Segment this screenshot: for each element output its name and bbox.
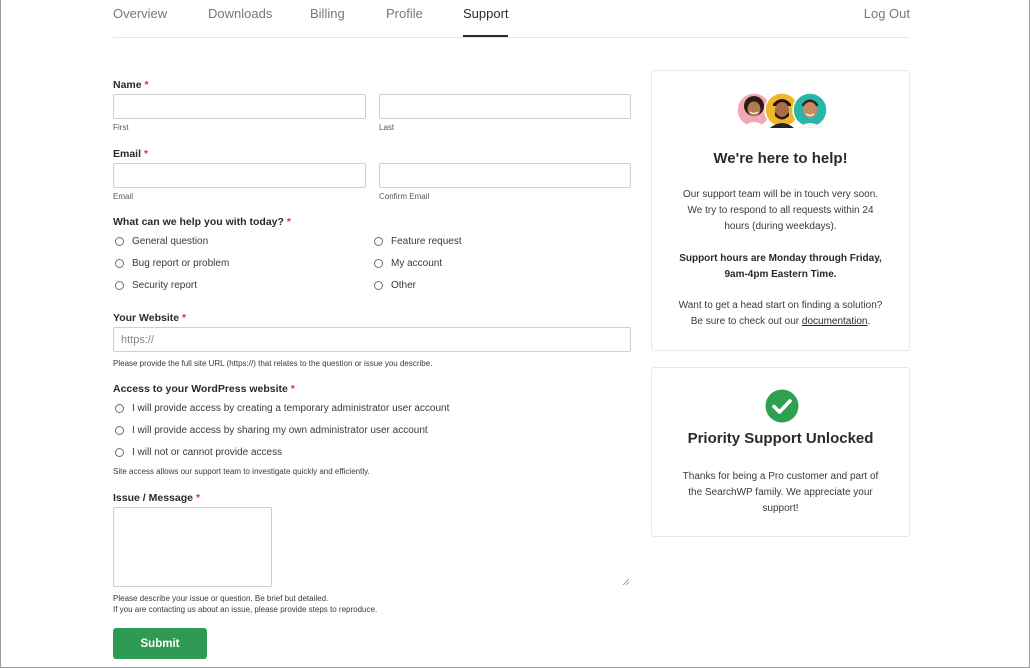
resize-grip-icon[interactable] <box>622 578 630 586</box>
option-label: General question <box>132 236 209 247</box>
text-line: hours (during weekdays). <box>724 221 837 232</box>
website-input[interactable] <box>113 327 631 352</box>
access-label <box>113 383 295 395</box>
check-circle-icon <box>765 389 799 423</box>
text-line <box>652 251 909 267</box>
tab-downloads[interactable]: Downloads <box>208 6 273 21</box>
radio-button[interactable] <box>374 259 383 268</box>
required-mark: * <box>144 79 149 91</box>
tab-profile[interactable]: Profile <box>386 6 423 21</box>
radio-button[interactable] <box>115 426 124 435</box>
option-label: Other <box>391 280 417 291</box>
hours-line-1: Support hours are Monday through Friday, <box>679 253 882 264</box>
website-label <box>113 312 186 324</box>
confirm-email-sublabel: Confirm Email <box>379 192 430 201</box>
radio-button[interactable] <box>115 237 124 246</box>
topic-option-account[interactable] <box>374 258 442 269</box>
message-label-text: Issue / Message <box>113 492 193 504</box>
website-label-text: Your Website <box>113 312 180 324</box>
help-topic-label <box>113 216 291 228</box>
required-mark: * <box>195 492 200 504</box>
tab-billing[interactable]: Billing <box>310 6 345 21</box>
first-sublabel: First <box>113 123 129 132</box>
access-option-temp-admin[interactable] <box>115 403 449 414</box>
help-card-hours <box>652 251 909 283</box>
message-textarea[interactable] <box>113 507 272 587</box>
help-topic-label-text: What can we help you with today? <box>113 216 284 228</box>
message-help-1: Please describe your issue or question. Be brief but detailed. <box>113 594 329 603</box>
help-card <box>651 70 910 351</box>
radio-button[interactable] <box>374 237 383 246</box>
radio-button[interactable] <box>374 281 383 290</box>
radio-button[interactable] <box>115 259 124 268</box>
text-line: We try to respond to all requests within 24 <box>687 205 874 216</box>
required-mark: * <box>143 148 149 160</box>
radio-button[interactable] <box>115 448 124 457</box>
topic-option-feature[interactable] <box>374 236 462 247</box>
option-label: Security report <box>132 280 198 291</box>
last-name-input[interactable] <box>379 94 631 119</box>
message-label <box>113 492 200 504</box>
docs-prefix: Be sure to check out our <box>690 316 800 327</box>
required-mark: * <box>286 216 291 228</box>
required-mark: * <box>182 312 187 324</box>
text-line <box>652 267 909 283</box>
access-option-none[interactable] <box>115 447 282 458</box>
topic-option-general[interactable] <box>115 236 208 247</box>
access-label-text: Access to your WordPress website <box>113 383 288 395</box>
priority-card <box>651 367 910 537</box>
documentation-link[interactable]: documentation <box>801 316 868 327</box>
text-line: Our support team will be in touch very soon. <box>682 189 879 200</box>
text-line: the SearchWP family. We appreciate your <box>688 487 873 498</box>
option-label: I will provide access by sharing my own administrator user account <box>132 425 428 436</box>
topic-option-other[interactable] <box>374 280 416 291</box>
name-label-text: Name <box>113 79 142 91</box>
confirm-email-input[interactable] <box>379 163 631 188</box>
support-team-avatars <box>736 92 828 128</box>
priority-card-text <box>652 469 909 517</box>
active-tab-indicator <box>463 35 508 37</box>
help-card-docs <box>652 298 909 330</box>
name-label <box>113 79 149 91</box>
option-label: My account <box>391 258 443 269</box>
logout-link[interactable]: Log Out <box>863 6 910 21</box>
required-mark: * <box>290 383 295 395</box>
priority-card-title: Priority Support Unlocked <box>687 430 874 447</box>
option-label: Feature request <box>391 236 462 247</box>
message-help-2: If you are contacting us about an issue, please provide steps to reproduce. <box>113 605 378 614</box>
email-sublabel: Email <box>113 192 134 201</box>
text-line <box>652 314 909 330</box>
topic-option-security[interactable] <box>115 280 197 291</box>
email-input[interactable] <box>113 163 366 188</box>
first-name-input[interactable] <box>113 94 366 119</box>
radio-button[interactable] <box>115 404 124 413</box>
help-card-intro <box>652 187 909 235</box>
tab-support[interactable]: Support <box>463 6 509 21</box>
tab-overview[interactable]: Overview <box>113 6 168 21</box>
access-option-own-admin[interactable] <box>115 425 428 436</box>
avatar-man-icon <box>793 93 827 128</box>
submit-button[interactable]: Submit <box>113 628 207 659</box>
help-card-title: We're here to help! <box>713 150 848 167</box>
email-label-text: Email <box>113 148 142 160</box>
text-line: support! <box>762 503 799 514</box>
docs-suffix: . <box>867 316 871 327</box>
option-label: I will provide access by creating a temporary administrator user account <box>132 403 450 414</box>
account-nav <box>113 0 910 38</box>
text-line: Want to get a head start on finding a solution? <box>678 300 883 311</box>
topic-option-bug[interactable] <box>115 258 229 269</box>
option-label: Bug report or problem <box>132 258 230 269</box>
website-help: Please provide the full site URL (https://) that relates to the question or issue you describe. <box>113 359 433 368</box>
hours-line-2: 9am-4pm Eastern Time. <box>724 269 837 280</box>
last-sublabel: Last <box>379 123 395 132</box>
option-label: I will not or cannot provide access <box>132 447 283 458</box>
text-line: Thanks for being a Pro customer and part of <box>682 471 879 482</box>
email-label <box>113 148 148 160</box>
access-help: Site access allows our support team to investigate quickly and efficiently. <box>113 467 370 476</box>
radio-button[interactable] <box>115 281 124 290</box>
